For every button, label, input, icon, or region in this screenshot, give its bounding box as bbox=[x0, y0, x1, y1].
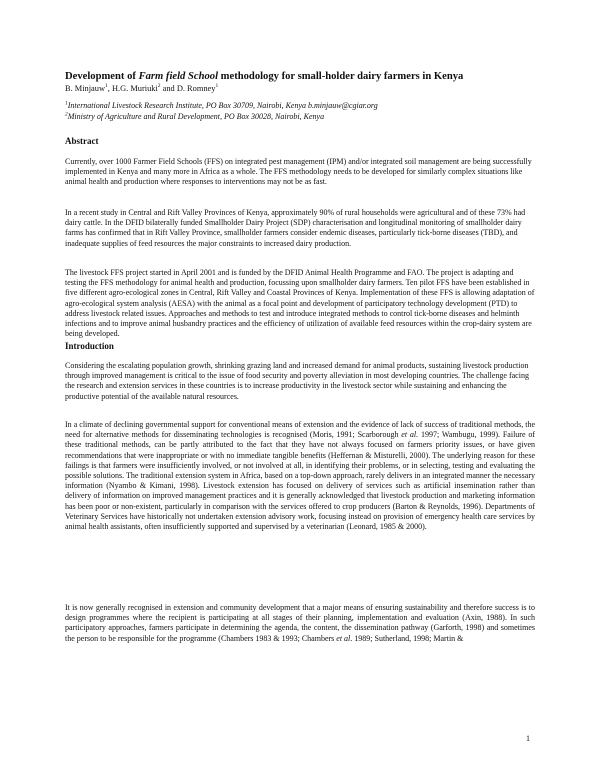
introduction-heading: Introduction bbox=[65, 341, 114, 351]
intro-p3-text-a: It is now generally recognised in extension and community development that a major means of ensuring sustainability and therefore success is to design programmes where the recipient is participating at all stages of their planning, implementation and evaluation (Axin, 1988). In such participatory approaches, farmers participate in determining the agenda, the content, the dissemination pathway (Garforth, 1998) and sometimes the person to be responsible for the programme (Chambers 1983 & 1993; Chambers bbox=[65, 603, 535, 643]
author-1-affil-mark: 1 bbox=[105, 83, 108, 90]
affiliation-1 bbox=[65, 100, 378, 111]
affiliation-2-mark: 2 bbox=[65, 111, 68, 118]
abstract-paragraph-2: In a recent study in Central and Rift Valley Provinces of Kenya, approximately 90% of rural households were agricultural and of these 73% had dairy cattle. In the DFID bilaterally funded Smallholder Dairy Project (SDP) characterisation and longitudinal monitoring of smallholder dairy farms has confirmed that in Rift Valley Province, smallholder farmers consider endemic diseases, particularly tick-borne diseases (TBD), and inadequate supplies of feed resources the major constraints to increased dairy production. bbox=[65, 208, 526, 248]
introduction-paragraph-3 bbox=[65, 603, 535, 644]
affiliation-2 bbox=[65, 111, 324, 122]
author-3: and D. Romney bbox=[160, 84, 216, 93]
abstract-paragraph-3: The livestock FFS project started in April 2001 and is funded by the DFID Animal Health Programme and FAO. The project is adapting and testing the FFS methodology for animal health and production, focussing upon smallholder dairy farmers. Ten pilot FFS have been established in five different agro-ecological zones in Central, Rift Valley and Coastal Provinces of Kenya. Implementation of these FFS is allowing adaptation of agro-ecological system analysis (AESA) with the animal as a focal point and development of participatory technology development (PTD) to address livestock related issues. Approaches and methods to test and introduce integrated methods to control tick-borne diseases and helminth infections and to improve animal husbandry practices and the efficiency of utilization of available feed resources within the crop-dairy system are being developed. bbox=[65, 268, 535, 339]
intro-p3-text-b: . 1989; Sutherland, 1998; Martin & bbox=[350, 633, 464, 643]
intro-p2-text-a: In a climate of declining governmental support for conventional means of extension and the evidence of lack of success of traditional methods, the need for alternative methods for disseminating technologies is recognised (Moris, 1991; Scarborough bbox=[65, 420, 535, 440]
page-number: 1 bbox=[526, 734, 530, 743]
affiliation-1-text: International Livestock Research Institute, PO Box 30709, Nairobi, Kenya b.minjauw@cgiar.org bbox=[67, 101, 378, 110]
author-2-affil-mark: 2 bbox=[157, 83, 161, 90]
affiliation-2-text: Ministry of Agriculture and Rural Development, PO Box 30028, Nairobi, Kenya bbox=[67, 112, 325, 121]
introduction-paragraph-1: Considering the escalating population growth, shrinking grazing land and increased demand for animal products, sustaining livestock production through improved management is critical to the issue of food security and poverty alleviation in most developing countries. The challenge facing the research and extension services in these countries is to increase productivity in the livestock sector while sustaining and enhancing the productive potential of the available natural resources. bbox=[65, 361, 529, 401]
author-2: , H.G. Muriuki bbox=[107, 84, 158, 93]
affiliation-1-mark: 1 bbox=[65, 100, 68, 107]
title-suffix: methodology for small-holder dairy farmers in Kenya bbox=[218, 71, 464, 82]
author-list bbox=[65, 83, 218, 94]
introduction-paragraph-2 bbox=[65, 420, 535, 532]
author-1: B. Minjauw bbox=[65, 84, 106, 93]
abstract-paragraph-1: Currently, over 1000 Farmer Field Schools (FFS) on integrated pest management (IPM) and/or integrated soil management are being successfully implemented in Kenya and many more in Africa as a whole. The FFS methodology needs to be developed for similarly complex situations like animal health and production where responses to interventions may not be as fast. bbox=[65, 157, 532, 187]
title-prefix: Development of bbox=[65, 71, 139, 82]
intro-p2-etal: et al. bbox=[401, 430, 419, 440]
intro-p3-etal: et al bbox=[336, 633, 351, 643]
intro-p2-text-b: 1997; Wambugu, 1999). Failure of these traditional methods, can be partly attributed to the fact that they have not always focused on farmers priority issues, or have given recommendations that were inappropriate or with no immediate tangible benefits (Heffernan & Misturelli, 2000). The underlying reason for these failings is that farmers were insufficiently involved, or not involved at all, in identifying their problems, or in selecting, testing and evaluating the possible solutions. The traditional extension system in Africa, based on a top-down approach, rarely delivers in an integrated manner the necessary information (Nyambo & Kimani, 1998). Livestock extension has focused on delivery of services such as artificial insemination rather than delivery of information on improved management practices and it is generally acknowledged that livestock production and marketing information has been poor or non-existent, particularly in comparison with the services offered to crop producers (Barton & Reynolds, 1996). Departments of Veterinary Services have historically not undertaken extension advisory work, focusing instead on provision of emergency health care services by animal health assistants, often insufficiently supported and supervised by a veterinarian (Leonard, 1985 & 2000). bbox=[65, 430, 536, 532]
abstract-heading: Abstract bbox=[65, 136, 99, 146]
paper-title bbox=[65, 70, 545, 83]
title-italic: Farm field School bbox=[138, 71, 219, 82]
author-3-affil-mark: 1 bbox=[215, 83, 219, 90]
